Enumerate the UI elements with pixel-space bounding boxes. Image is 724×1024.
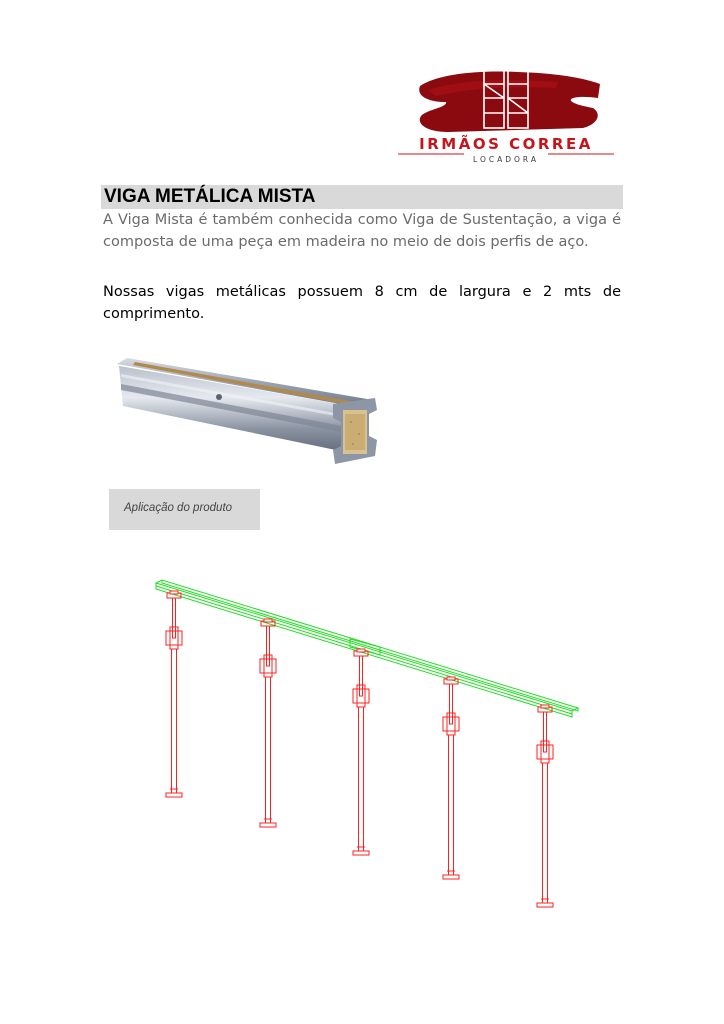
diagram-prop bbox=[166, 591, 182, 797]
section-title-bar bbox=[101, 185, 623, 209]
diagram-prop bbox=[443, 677, 459, 879]
diagram-prop bbox=[537, 705, 553, 907]
spec-paragraph: Nossas vigas metálicas possuem 8 cm de largura e 2 mts de comprimento. bbox=[103, 284, 621, 322]
logo-brand-text: IRMÃOS CORREA bbox=[419, 135, 593, 153]
company-logo bbox=[388, 58, 622, 166]
application-label-box bbox=[109, 489, 260, 530]
intro-paragraph: A Viga Mista é também conhecida como Viga de Sustentação, a viga é composta de uma peça em madeira no meio de dois perfis de aço. bbox=[103, 212, 621, 250]
diagram-prop bbox=[353, 649, 369, 855]
section-title: VIGA METÁLICA MISTA bbox=[104, 186, 316, 207]
beam-application-diagram bbox=[150, 575, 590, 915]
application-label: Aplicação do produto bbox=[124, 502, 233, 514]
diagram-beam bbox=[156, 580, 578, 717]
diagram-props bbox=[166, 591, 553, 907]
beam-photo bbox=[113, 352, 388, 470]
diagram-prop bbox=[260, 619, 276, 827]
logo-sub-text: LOCADORA bbox=[473, 155, 539, 164]
